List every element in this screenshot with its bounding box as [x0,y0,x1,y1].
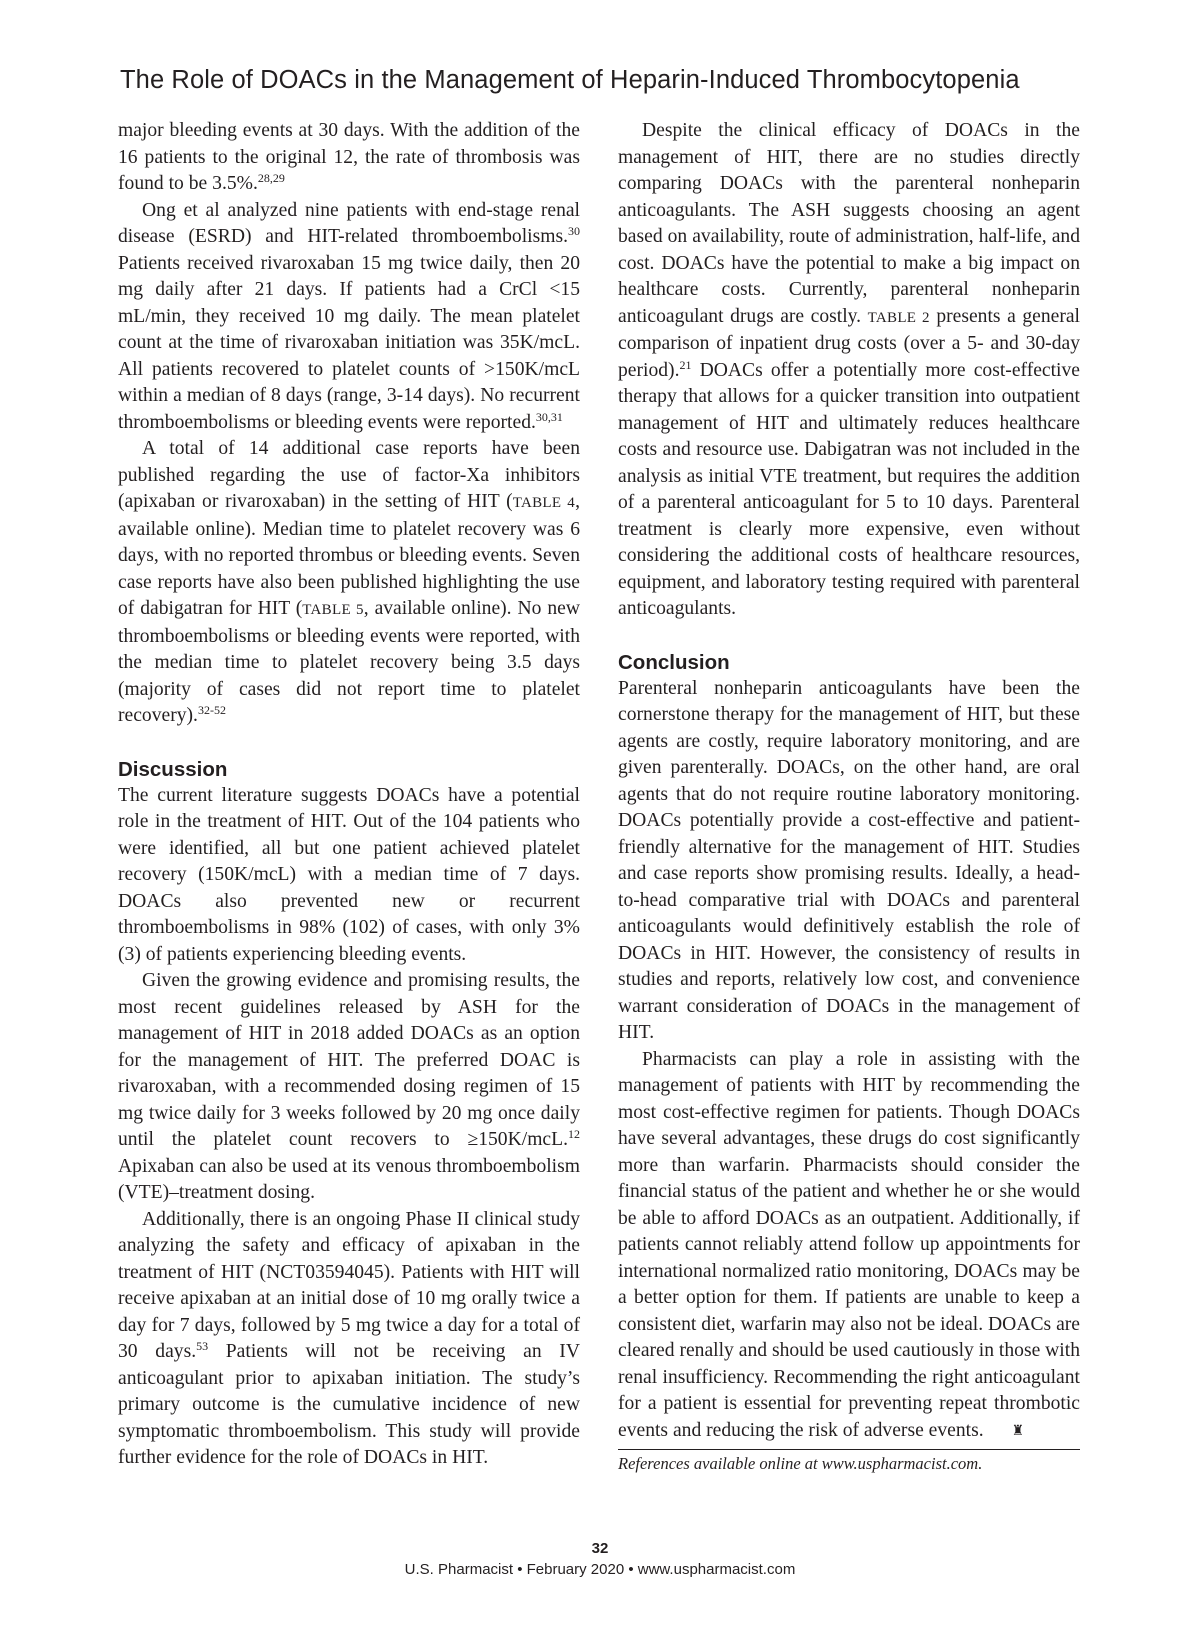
citation: 28,29 [257,171,285,185]
paragraph: Despite the clinical efficacy of DOACs in the management of HIT, there are no studies directly comparing DOACs with the parenteral nonheparin anticoagulants. The ASH suggests choosing an agent based on availability, route of administration, half-life, and cost. DOACs have the potential to make a big impact on healthcare costs. Currently, parenteral nonheparin anticoagulant drugs are costly. TABLE 2 presents a general comparison of inpatient drug costs (over a 5- and 30-day period).$^{21}$ DOACs offer a potentially more cost-effective therapy that allows for a quicker transition into outpatient management of HIT and ultimately reduces healthcare costs and resource use. Dabigatran was not included in the analysis as initial VTE treatment, but requires the addition of a parenteral anticoagulant for 5 to 10 days. Parenteral treatment is clearly more expensive, even without considering the additional costs of healthcare resources, equipment, and laboratory testing required with parenteral anticoagulants. [618,120,1080,619]
paragraph: major bleeding events at 30 days. With the addition of the 16 patients to the original 12, the rate of thrombosis was found to be 3.5%.$^{28,29}$ [118,120,580,194]
references-note: References available online at www.uspharmacist.com. [618,1449,1080,1475]
citation: 32-52 [197,703,226,717]
citation: 30,31 [535,409,563,424]
citation: 12 [568,1127,580,1141]
end-mark-icon: ♜ [1011,1423,1025,1439]
right-column [618,118,1080,1475]
paragraph: Pharmacists can play a role in assisting with the management of patients with HIT by recommending the most cost-effective regimen for patients. Though DOACs have several advantages, these drugs do cost significantly more than warfarin. Pharmacists should consider the financial status of the patient and whether he or she would be able to afford DOACs as an outpatient. Additionally, if patients cannot reliably attend follow up appointments for international normalized ratio monitoring, DOACs may be a better option for them. If patients are unable to keep a consistent diet, warfarin may also not be ideal. DOACs are cleared renally and should be used cautiously in those with renal insufficiency. Recommending the right anticoagulant for a patient is essential for preventing repeat thrombotic events and reducing the risk of adverse events. ♜ [618,1047,1080,1446]
discussion-heading: Discussion [118,757,228,781]
table-4-reference: TABLE 4 [512,495,576,511]
paragraph: Parenteral nonheparin anticoagulants have been the cornerstone therapy for the management of HIT, but these agents are costly, require laboratory monitoring, and are given parenterally. DOACs, on the other hand, are oral agents that do not require routine laboratory monitoring. DOACs potentially provide a cost-effective and patient-friendly alternative for the management of HIT. Studies and case reports show promising results. Ideally, a head-to-head comparative trial with DOACs and parenteral anticoagulants would definitively establish the role of DOACs in HIT. However, the consistency of results in studies and reports, relatively low cost, and convenience warrant consideration of DOACs in the management of HIT. [618,677,1080,1043]
conclusion-heading: Conclusion [618,650,730,674]
citation: 21 [679,357,692,372]
page-number: 32 [591,1540,609,1557]
paragraph: The current literature suggests DOACs have a potential role in the treatment of HIT. Out of the 104 patients who were identified, all but one patient achieved platelet recovery (150K/mcL) with a median time of 7 days. DOACs also prevented new or recurrent thromboembolisms in 98% (102) of cases, with only 3% (3) of patients experiencing bleeding events. [118,784,580,965]
table-2-reference: TABLE 2 [867,309,930,326]
table-5-reference: TABLE 5 [302,602,364,618]
paragraph: A total of 14 additional case reports have been published regarding the use of factor-Xa inhibitors (apixaban or rivaroxaban) in the setting of HIT (TABLE 4, available online). Median time to platelet recovery was 6 days, with no reported thrombus or bleeding events. Seven case reports have also been published highlighting the use of dabigatran for HIT (TABLE 5, available online). No new thromboembolisms or bleeding events were reported, with the median time to platelet recovery being 3.5 days (majority of cases did not report time to platelet recovery).$^{32-52}$ [118,438,580,726]
paragraph: Given the growing evidence and promising results, the most recent guidelines released by ASH for the management of HIT in 2018 added DOACs as an option for the management of HIT. The preferred DOAC is rivaroxaban, with a recommended dosing regimen of 15 mg twice daily for 3 weeks followed by 20 mg once daily until the platelet count recovers to ≥150K/mcL.$^{12}$ Apixaban can also be used at its venous thromboembolism (VTE)–treatment dosing. [118,970,580,1203]
paragraph: Additionally, there is an ongoing Phase II clinical study analyzing the safety and efficacy of apixaban in the treatment of HIT (NCT03594045). Patients with HIT will receive apixaban at an initial dose of 10 mg orally twice a day for 7 days, followed by 5 mg twice a day for a total of 30 days.$^{53}$ Patients will not be receiving an IV anticoagulant prior to apixaban initiation. The study’s primary outcome is the cumulative incidence of new symptomatic thromboembolism. This study will provide further evidence for the role of DOACs in HIT. [118,1208,580,1468]
footer-text: U.S. Pharmacist • February 2020 • www.uspharmacist.com [404,1561,796,1578]
citation: 30 [568,224,580,238]
citation: 53 [196,1339,209,1353]
page-title: The Role of DOACs in the Management of Heparin-Induced Thrombocytopenia [120,66,1020,94]
left-column [118,118,580,1472]
paragraph: Ong et al analyzed nine patients with end-stage renal disease (ESRD) and HIT-related thromboembolisms.$^{30}$ Patients received rivaroxaban 15 mg twice daily, then 20 mg daily after 21 days. If patients had a CrCl <15 mL/min, they received 10 mg daily. The mean platelet count at the time of rivaroxaban initiation was 35K/mcL. All patients recovered to platelet counts of >150K/mcL within a median of 8 days (range, 3-14 days). No recurrent thromboembolisms or bleeding events were reported.$^{30,31}$ [118,199,580,433]
